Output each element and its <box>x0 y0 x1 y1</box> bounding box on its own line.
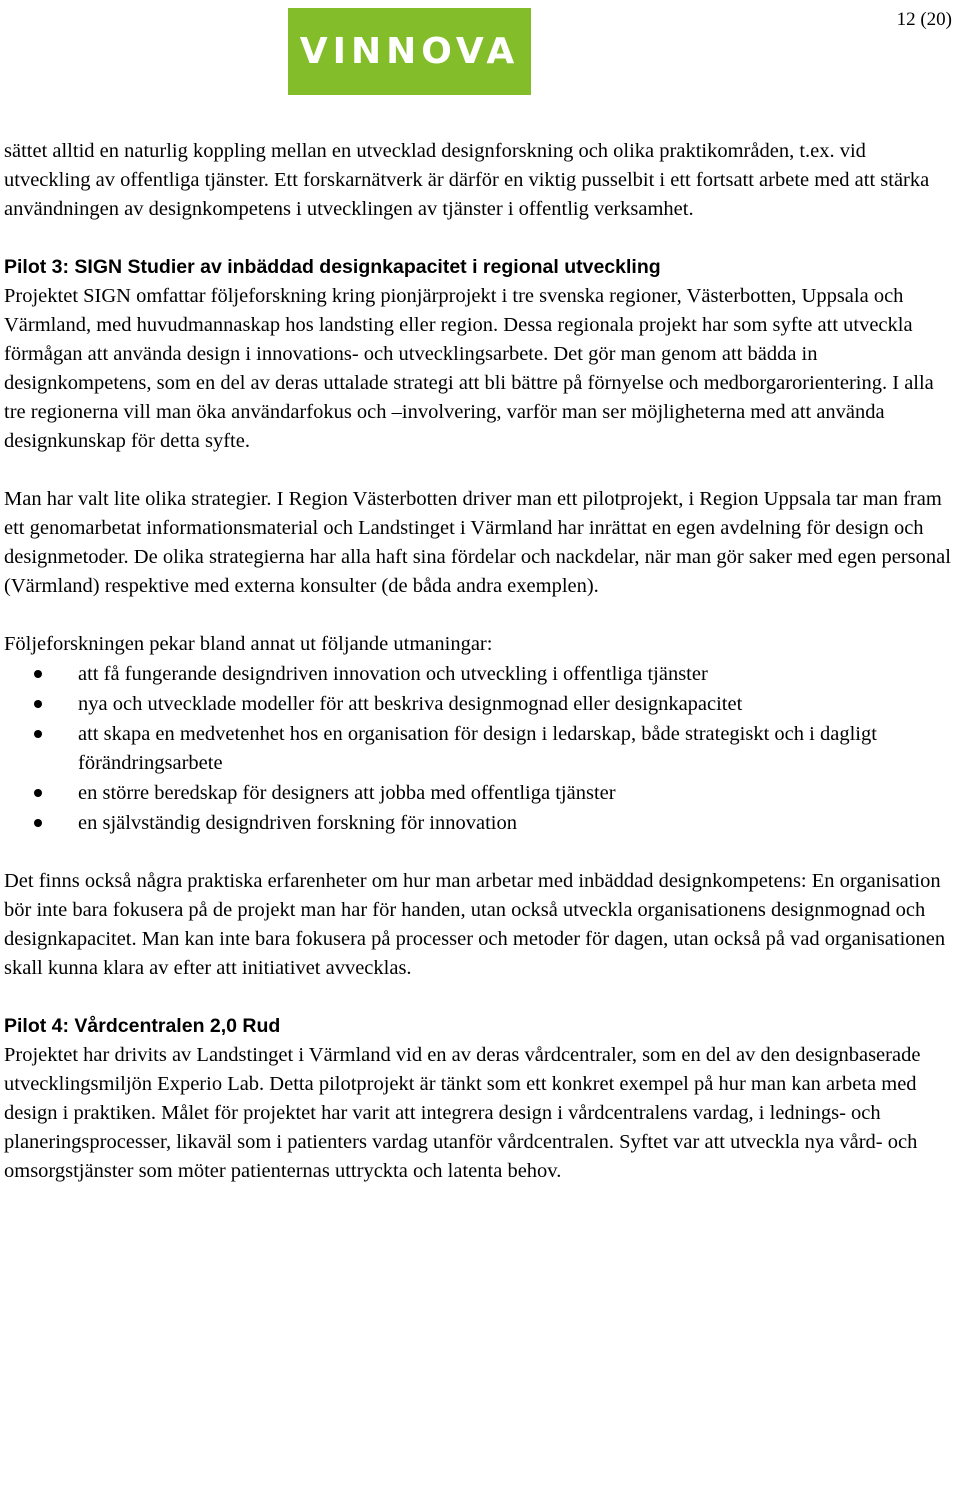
list-item-text: att skapa en medvetenhet hos en organisation för design i ledarskap, både strategiskt och i dagligt förändringsarbete <box>78 723 877 774</box>
pilot4-paragraph-1: Projektet har drivits av Landstinget i Värmland vid en av deras vårdcentraler, som en del av den designbaserade utvecklingsmiljön Experio Lab. Detta pilotprojekt är tänkt som ett konkret exempel på hur man kan arbeta med design i praktiken. Målet för projektet har varit att integrera design i vårdcentralens vardag, i lednings- och planeringsprocesser, likaväl som i patienters vardag utanför vårdcentralen. Syftet var att utveckla nya vård- och omsorgstjänster som möter patienternas uttryckta och latenta behov. <box>4 1044 921 1182</box>
vinnova-logo <box>288 8 531 95</box>
list-item <box>4 809 954 838</box>
pilot3-list-intro: Följeforskningen pekar bland annat ut följande utmaningar: <box>4 633 493 655</box>
list-item-text: att få fungerande designdriven innovation och utveckling i offentliga tjänster <box>78 663 708 685</box>
bullet-icon <box>34 700 42 708</box>
document-body <box>4 137 954 1186</box>
bullet-icon <box>34 670 42 678</box>
bullet-icon <box>34 789 42 797</box>
list-item-text: nya och utvecklade modeller för att beskriva designmognad eller designkapacitet <box>78 693 743 715</box>
list-item-text: en självständig designdriven forskning för innovation <box>78 812 517 834</box>
pilot3-paragraph-3: Det finns också några praktiska erfarenheter om hur man arbetar med inbäddad designkompetens: En organisation bör inte bara fokusera på de projekt man har för handen, utan också utveckla organisationens designmognad och designkapacitet. Man kan inte bara fokusera på processer och metoder för dagen, utan också på vad organisationen skall kunna klara av efter att initiativet avvecklas. <box>4 870 946 979</box>
logo-text: VINNOVA <box>299 31 520 72</box>
list-item <box>4 720 954 778</box>
list-item <box>4 690 954 719</box>
list-item <box>4 779 954 808</box>
list-item <box>4 660 954 689</box>
pilot3-paragraph-1: Projektet SIGN omfattar följeforskning kring pionjärprojekt i tre svenska regioner, Västerbotten, Uppsala och Värmland, med huvudmannaskap hos landsting eller region. Dessa regionala projekt har som syfte att utveckla förmågan att använda design i innovations- och utvecklingsarbete. Det gör man genom att bädda in designkompetens, som en del av deras uttalade strategi att bli bättre på förnyelse och medborgarorientering. I alla tre regionerna vill man öka användarfokus och –involvering, varför man ser möjligheterna med att använda designkunskap för detta syfte. <box>4 285 934 452</box>
page-number: 12 (20) <box>896 9 952 30</box>
list-item-text: en större beredskap för designers att jobba med offentliga tjänster <box>78 782 616 804</box>
bullet-icon <box>34 819 42 827</box>
pilot3-heading: Pilot 3: SIGN Studier av inbäddad designkapacitet i regional utveckling <box>4 256 661 278</box>
challenges-list <box>4 660 954 838</box>
bullet-icon <box>34 730 42 738</box>
pilot3-paragraph-2: Man har valt lite olika strategier. I Region Västerbotten driver man ett pilotprojekt, i Region Uppsala tar man fram ett genomarbetat informationsmaterial och Landstinget i Värmland har inrättat en egen avdelning för design och designmetoder. De olika strategierna har alla haft sina fördelar och nackdelar, när man gör saker med egen personal (Värmland) respektive med externa konsulter (de båda andra exemplen). <box>4 488 951 597</box>
intro-paragraph: sättet alltid en naturlig koppling mellan en utvecklad designforskning och olika praktikområden, t.ex. vid utveckling av offentliga tjänster. Ett forskarnätverk är därför en viktig pusselbit i ett fortsatt arbete med att stärka användningen av designkompetens i utvecklingen av tjänster i offentlig verksamhet. <box>4 140 930 220</box>
pilot4-heading: Pilot 4: Vårdcentralen 2,0 Rud <box>4 1015 281 1037</box>
